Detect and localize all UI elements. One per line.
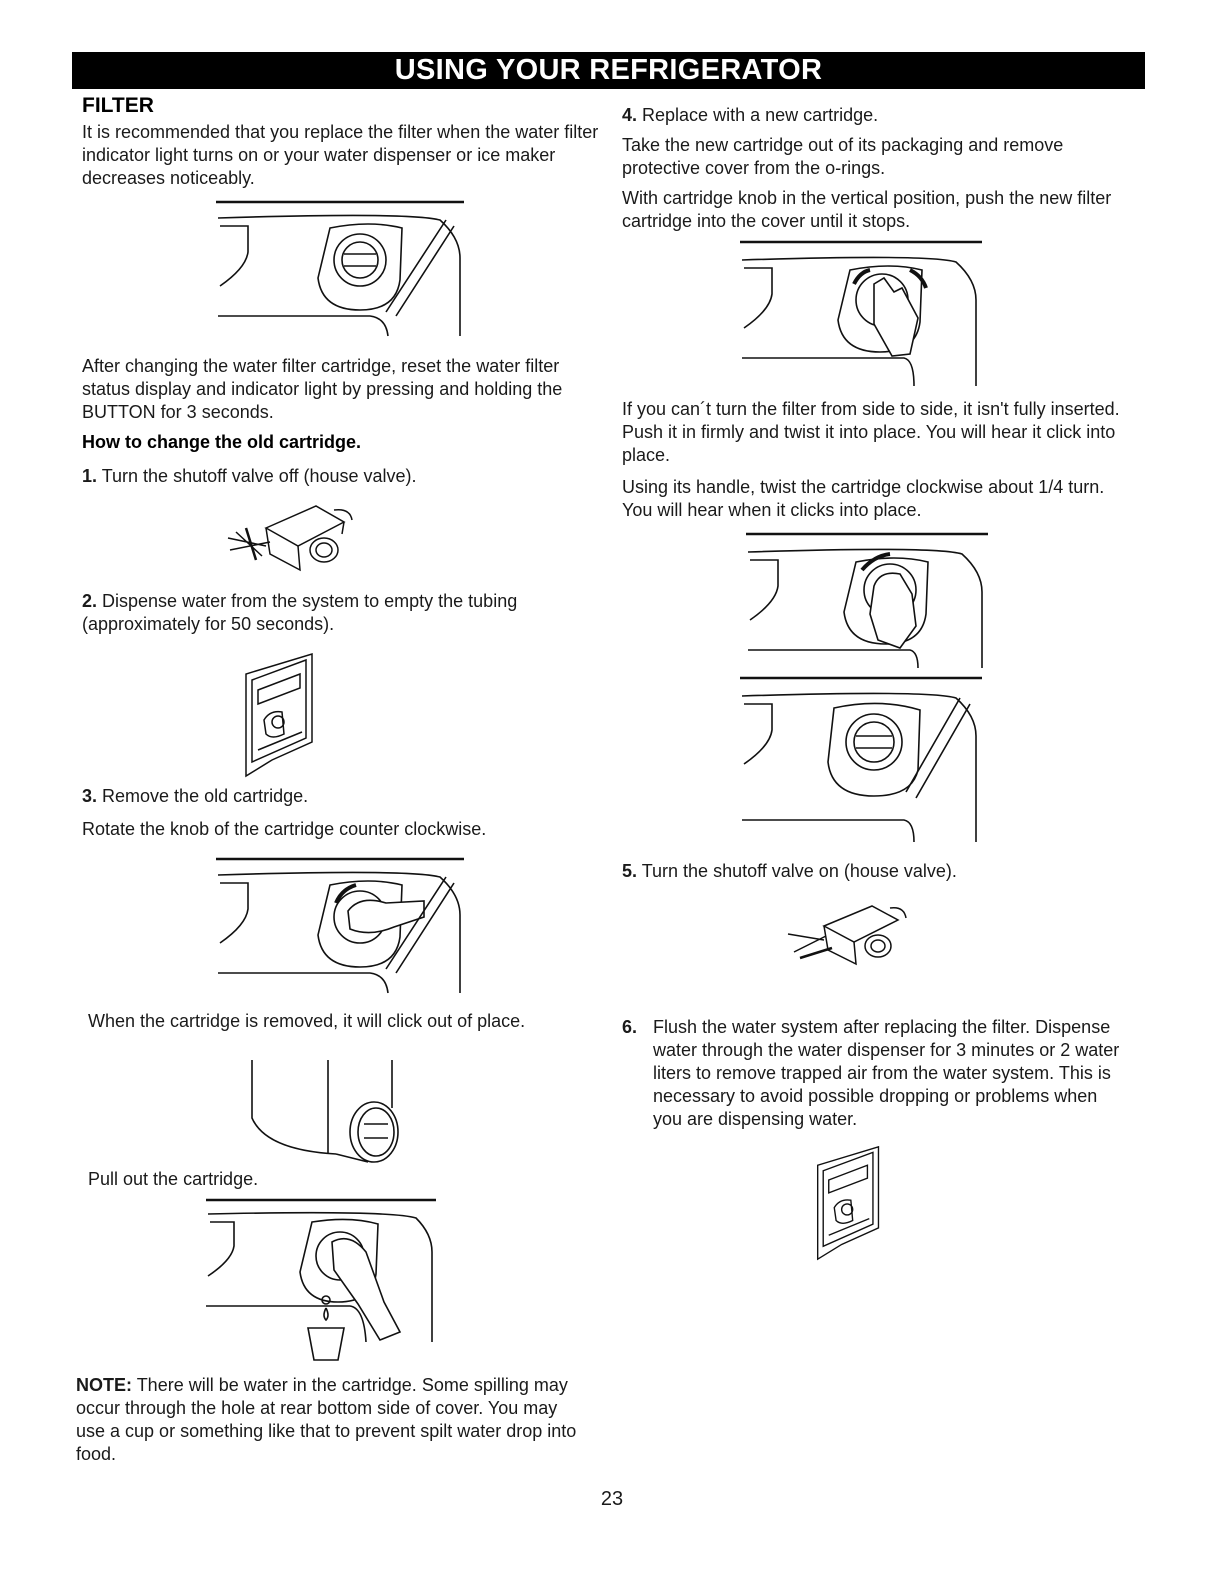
- note-paragraph: [76, 1374, 586, 1466]
- step-4: [622, 104, 1132, 127]
- step-4-number: 4.: [622, 105, 638, 125]
- step-4-text: Replace with a new cartridge.: [642, 105, 879, 125]
- insert-cartridge-illustration: [734, 238, 984, 388]
- step-3: [82, 785, 562, 808]
- step-4-detail-1: Take the new cartridge out of its packaging and remove protective cover from the o-rings.: [622, 135, 1064, 178]
- page-banner: USING YOUR REFRIGERATOR: [72, 52, 1145, 89]
- cant-turn-paragraph: If you can´t turn the filter from side to side, it isn't fully inserted. Push it in firmly and twist it into place. You will hear it click into place.: [622, 399, 1120, 465]
- step-6-number: [622, 1016, 652, 1039]
- step-2: [82, 590, 562, 636]
- twist-clockwise-illustration: [740, 530, 990, 670]
- step-1: [82, 465, 582, 488]
- reset-paragraph: After changing the water filter cartridge, reset the water filter status display and indicator light by pressing and holding the BUTTON for 3 seconds.: [82, 356, 563, 422]
- step-3-detail: Rotate the knob of the cartridge counter clockwise.: [82, 819, 487, 839]
- step-3-number: 3.: [82, 786, 98, 806]
- dispenser-illustration: [242, 650, 318, 780]
- step-5-text: Turn the shutoff valve on (house valve).: [641, 861, 957, 881]
- twist-paragraph: Using its handle, twist the cartridge clockwise about 1/4 turn. You will hear when it clicks into place.: [622, 477, 1105, 520]
- step-6-text: Flush the water system after replacing the filter. Dispense water through the water dispenser for 3 minutes or 2 water liters to remove trapped air from the water system. This is necessary to avoid possible dropping or problems when you are dispensing water.: [653, 1017, 1120, 1129]
- note-text: There will be water in the cartridge. Some spilling may occur through the hole at rear bottom side of cover. You may use a cup or something like that to prevent spilt water drop into food.: [76, 1375, 577, 1464]
- step-2-number: 2.: [82, 591, 98, 611]
- pull-paragraph: Pull out the cartridge.: [88, 1169, 259, 1189]
- step-1-number: 1.: [82, 466, 98, 486]
- cartridge-removed-illustration: [246, 1058, 416, 1168]
- section-heading: FILTER: [82, 94, 154, 117]
- how-to-subheading: How to change the old cartridge.: [82, 432, 362, 452]
- rotate-counterclockwise-illustration: [210, 855, 470, 995]
- step-5: [622, 860, 1132, 883]
- intro-paragraph: It is recommended that you replace the filter when the water filter indicator light turns on or your water dispenser or ice maker decreases noticeably.: [82, 122, 599, 188]
- step-6-number-text: 6.: [622, 1017, 638, 1037]
- cartridge-installed-illustration: [734, 674, 984, 844]
- step-1-text: Turn the shutoff valve off (house valve).: [101, 466, 417, 486]
- step-3-text: Remove the old cartridge.: [102, 786, 309, 806]
- step-2-text: Dispense water from the system to empty the tubing (approximately for 50 seconds).: [82, 591, 518, 634]
- step-4-detail-2: With cartridge knob in the vertical position, push the new filter cartridge into the cover until it stops.: [622, 188, 1112, 231]
- step-5-number: 5.: [622, 861, 638, 881]
- page-number: 23: [600, 1488, 624, 1510]
- shutoff-valve-off-illustration: [226, 498, 366, 578]
- pull-out-cartridge-illustration: [200, 1196, 440, 1366]
- note-label: NOTE:: [76, 1375, 132, 1395]
- dispenser-flush-illustration: [814, 1140, 884, 1266]
- filter-cover-illustration: [210, 198, 470, 338]
- removed-paragraph: When the cartridge is removed, it will click out of place.: [88, 1011, 526, 1031]
- shutoff-valve-on-illustration: [786, 898, 916, 972]
